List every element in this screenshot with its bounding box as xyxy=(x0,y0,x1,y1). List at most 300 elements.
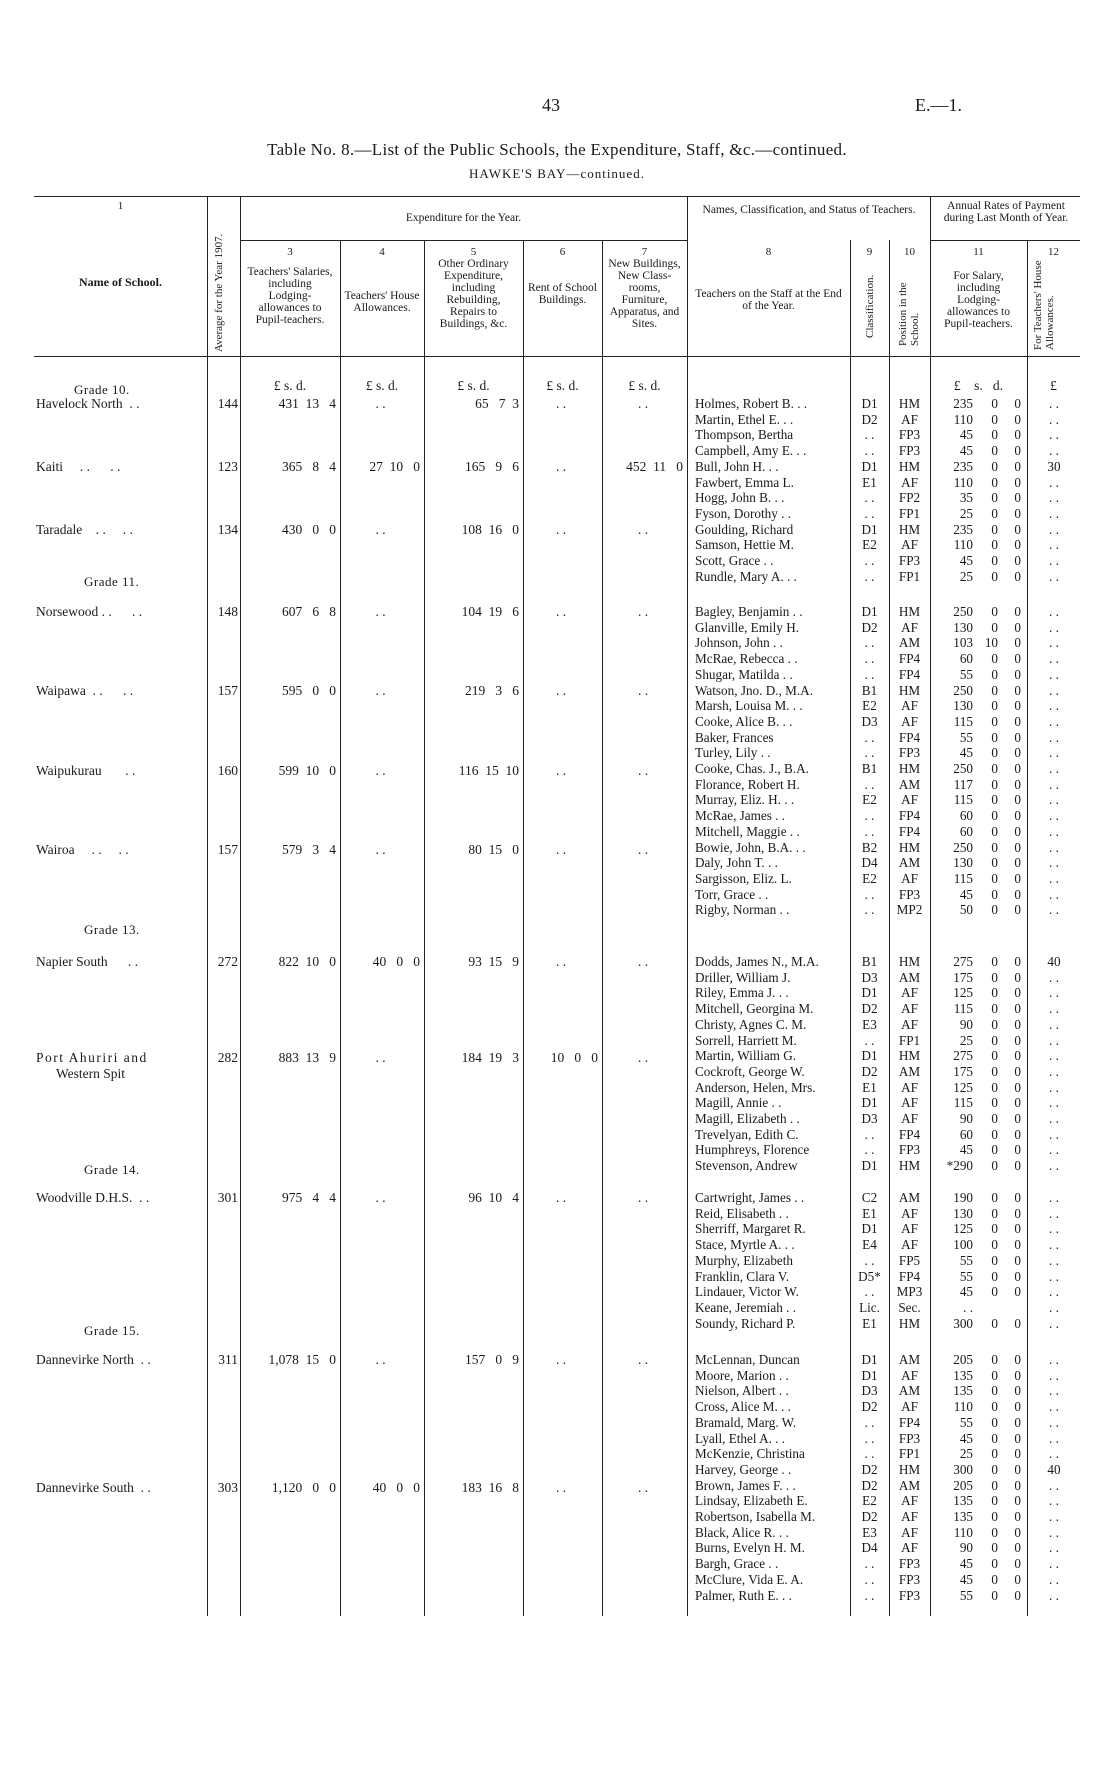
teacher-salary-shillings: 0 xyxy=(991,682,998,698)
teacher-classification: D2 xyxy=(861,619,878,635)
teacher-salary-pence: 0 xyxy=(1014,1158,1021,1174)
teacher-house-allowance: . . xyxy=(1049,713,1059,729)
teacher-row xyxy=(0,777,1114,793)
school-house-allowance: 40 0 0 xyxy=(372,1480,420,1495)
teacher-salary-pence: 0 xyxy=(1014,1587,1021,1603)
school-average: 272 xyxy=(217,954,238,969)
teacher-salary-shillings: 0 xyxy=(991,490,998,506)
teacher-salary-pence: 0 xyxy=(1014,1111,1021,1126)
teacher-salary-pounds: 55 xyxy=(959,1268,973,1284)
teacher-salary-shillings: 0 xyxy=(991,1063,998,1079)
teacher-name: Goulding, Richard xyxy=(695,521,794,537)
teacher-position: AF xyxy=(901,411,918,427)
school-new-buildings: . . xyxy=(637,954,649,969)
teacher-house-allowance: . . xyxy=(1049,1367,1059,1383)
teacher-house-allowance: . . xyxy=(1049,568,1059,584)
teacher-salary-shillings: 0 xyxy=(991,1001,998,1017)
teacher-position: FP3 xyxy=(898,553,921,568)
teacher-salary-pounds: 110 xyxy=(953,411,973,427)
teacher-salary-pence: 0 xyxy=(1014,443,1021,459)
teacher-row xyxy=(0,970,1114,986)
teacher-salary-shillings: 0 xyxy=(991,1111,998,1126)
teacher-salary-pence: 0 xyxy=(1014,1063,1021,1079)
school-rent: . . xyxy=(555,1352,567,1367)
teacher-salary-pence: 0 xyxy=(1014,713,1021,729)
teacher-row xyxy=(0,985,1114,1001)
teacher-salary-pounds: 60 xyxy=(959,1126,973,1142)
teacher-name: Mitchell, Maggie . . xyxy=(695,823,800,839)
school-name: Norsewood . . . . xyxy=(36,604,143,619)
teacher-position: AF xyxy=(901,474,918,490)
teacher-house-allowance: . . xyxy=(1049,1048,1059,1064)
col3-number: 3 xyxy=(287,246,293,258)
teacher-position: FP4 xyxy=(898,651,921,667)
teacher-position: FP4 xyxy=(898,1126,921,1142)
teacher-salary-pence: 0 xyxy=(1014,666,1021,682)
teacher-classification: . . xyxy=(864,808,875,824)
teacher-salary-pence: 0 xyxy=(1014,1126,1021,1142)
teacher-name: Christy, Agnes C. M. xyxy=(695,1016,807,1032)
school-house-allowance: 40 0 0 xyxy=(372,954,420,969)
teacher-classification: . . xyxy=(864,490,875,506)
rates-group-header: Annual Rates of Payment during Last Month of Year. xyxy=(943,200,1069,224)
school-average: 303 xyxy=(217,1480,238,1495)
teacher-classification: . . xyxy=(864,651,875,667)
teacher-house-allowance: . . xyxy=(1049,1399,1059,1415)
teacher-salary-shillings: 0 xyxy=(991,1126,998,1142)
teacher-row xyxy=(0,1142,1114,1158)
teacher-salary-shillings: 0 xyxy=(991,745,998,761)
teacher-salary-pounds: 205 xyxy=(953,1477,973,1493)
school-new-buildings: . . xyxy=(637,1190,649,1205)
teacher-position: AM xyxy=(898,1063,921,1079)
school-name: Woodville D.H.S. . . xyxy=(36,1190,150,1205)
teacher-salary-shillings: 0 xyxy=(991,1587,998,1603)
teacher-house-allowance: . . xyxy=(1049,698,1059,714)
teacher-salary-shillings: 0 xyxy=(991,1252,998,1268)
school-name: Taradale . . . . xyxy=(36,522,133,537)
teacher-position: AF xyxy=(901,537,918,553)
teacher-house-allowance: . . xyxy=(1049,443,1059,459)
teacher-name: Glanville, Emily H. xyxy=(695,619,800,635)
teacher-salary-pounds: 60 xyxy=(959,823,973,839)
teacher-row xyxy=(0,1300,1114,1316)
teacher-salary-shillings: 0 xyxy=(991,713,998,729)
teacher-salary-pounds: 45 xyxy=(959,427,973,443)
teacher-classification: . . xyxy=(864,902,875,918)
teacher-row xyxy=(0,1399,1114,1415)
teacher-name: Black, Alice R. . . xyxy=(695,1524,789,1540)
teacher-classification: . . xyxy=(864,1430,875,1446)
page-reference: E.—1. xyxy=(915,95,962,115)
teacher-salary-pounds: 115 xyxy=(953,713,973,729)
teacher-salary-pounds: 45 xyxy=(959,886,973,902)
teacher-classification: E3 xyxy=(862,1524,877,1540)
teacher-salary-pence: 0 xyxy=(1014,839,1021,855)
teacher-salary-pence: 0 xyxy=(1014,1205,1021,1221)
teacher-salary-pounds: 60 xyxy=(959,808,973,824)
col12-header: For Teachers' House Allowances. xyxy=(1032,260,1056,350)
teacher-house-allowance: . . xyxy=(1049,1205,1059,1221)
school-average: 160 xyxy=(217,763,238,778)
teacher-position: FP1 xyxy=(898,568,921,584)
teacher-house-allowance: . . xyxy=(1049,1477,1059,1493)
teacher-salary-shillings: 0 xyxy=(991,427,998,443)
teacher-name: Burns, Evelyn H. M. xyxy=(695,1540,805,1556)
teacher-house-allowance: . . xyxy=(1049,985,1059,1001)
teacher-salary-pence: 0 xyxy=(1014,521,1021,537)
currency-c12: £ xyxy=(1050,378,1057,393)
teacher-position: FP1 xyxy=(898,505,921,521)
school-average: 157 xyxy=(217,683,238,698)
teacher-name: Holmes, Robert B. . . xyxy=(695,396,808,411)
teacher-classification: D2 xyxy=(861,411,878,427)
teacher-salary-shillings: 0 xyxy=(991,870,998,886)
header-bottom-rule xyxy=(34,356,1080,357)
teacher-salary-shillings: 0 xyxy=(991,568,998,584)
school-rent: . . xyxy=(555,604,567,619)
teacher-salary-pence: 0 xyxy=(1014,1268,1021,1284)
teacher-salary-pence: 0 xyxy=(1014,954,1021,969)
currency-c4: £ s. d. xyxy=(365,378,399,393)
col7-number: 7 xyxy=(641,246,648,258)
teacher-salary-shillings: 0 xyxy=(991,1540,998,1556)
teacher-position: FP1 xyxy=(898,1446,921,1462)
teacher-row xyxy=(0,635,1114,651)
teacher-classification: Lic. xyxy=(859,1299,880,1315)
teacher-salary-pence: 0 xyxy=(1014,969,1021,985)
teacher-salary-pounds: . . xyxy=(963,1299,973,1315)
teacher-position: AF xyxy=(901,1237,918,1253)
teacher-house-allowance: . . xyxy=(1049,886,1059,902)
teacher-name: Fyson, Dorothy . . xyxy=(695,505,791,521)
teacher-row xyxy=(0,553,1114,569)
teacher-salary-pounds: 275 xyxy=(953,1048,973,1064)
teacher-salary-pounds: 110 xyxy=(953,474,973,490)
teacher-salary-pence: 0 xyxy=(1014,1237,1021,1253)
teacher-classification: D2 xyxy=(861,1001,878,1017)
teacher-classification: D3 xyxy=(861,1111,878,1126)
school-salaries: 431 13 4 xyxy=(278,396,336,411)
teacher-row xyxy=(0,887,1114,903)
school-salaries: 883 13 9 xyxy=(278,1050,336,1065)
teacher-classification: B1 xyxy=(861,682,878,698)
teacher-salary-pence: 0 xyxy=(1014,1079,1021,1095)
teacher-row xyxy=(0,522,1114,538)
school-name: Waipawa . . . . xyxy=(36,683,134,698)
teacher-salary-shillings: 0 xyxy=(991,1095,998,1111)
teacher-house-allowance: . . xyxy=(1049,1111,1059,1126)
teacher-name: Rigby, Norman . . xyxy=(695,902,790,918)
teacher-salary-pence: 0 xyxy=(1014,619,1021,635)
school-name: Havelock North . . xyxy=(36,396,140,411)
teacher-salary-shillings: 0 xyxy=(991,505,998,521)
teacher-classification: D1 xyxy=(861,1367,878,1383)
teacher-salary-pounds: *290 xyxy=(946,1158,973,1174)
teacher-salary-pounds: 175 xyxy=(953,1063,973,1079)
teacher-house-allowance: . . xyxy=(1049,808,1059,824)
teacher-salary-pounds: 35 xyxy=(959,490,973,506)
teacher-salary-pounds: 125 xyxy=(953,1079,973,1095)
teacher-row xyxy=(0,745,1114,761)
teacher-name: Magill, Elizabeth . . xyxy=(695,1111,800,1126)
expenditure-group-header: Expenditure for the Year. xyxy=(405,212,522,224)
teacher-salary-pence: 0 xyxy=(1014,1540,1021,1556)
teacher-salary-pounds: 250 xyxy=(953,839,973,855)
teacher-house-allowance: . . xyxy=(1049,1095,1059,1111)
teacher-house-allowance: 40 xyxy=(1047,954,1061,969)
teacher-salary-shillings: 0 xyxy=(991,1509,998,1524)
col12-number: 12 xyxy=(1048,246,1059,258)
teacher-row xyxy=(0,1525,1114,1541)
teacher-house-allowance: 30 xyxy=(1047,458,1061,474)
school-rent: . . xyxy=(555,763,567,778)
school-other-expenditure: 184 19 3 xyxy=(461,1050,519,1065)
teacher-salary-shillings: 0 xyxy=(991,969,998,985)
teacher-classification: E2 xyxy=(862,1493,877,1509)
school-rent: . . xyxy=(555,954,567,969)
teacher-classification: D2 xyxy=(861,1461,878,1477)
school-salaries: 579 3 4 xyxy=(282,842,336,857)
teacher-row xyxy=(0,1269,1114,1285)
teacher-position: AF xyxy=(901,870,918,886)
teacher-salary-shillings: 0 xyxy=(991,396,998,411)
teacher-salary-pence: 0 xyxy=(1014,537,1021,553)
teacher-salary-pounds: 115 xyxy=(953,870,973,886)
col11-number: 11 xyxy=(973,246,984,258)
school-other-expenditure: 108 16 0 xyxy=(461,522,519,537)
teacher-position: FP3 xyxy=(898,886,921,902)
teacher-position: HM xyxy=(898,458,921,474)
teacher-salary-pence: 0 xyxy=(1014,1016,1021,1032)
teacher-position: AF xyxy=(901,1367,918,1383)
col10-header: Position in the School. xyxy=(897,282,921,346)
teacher-salary-pounds: 90 xyxy=(959,1111,973,1126)
teacher-salary-shillings: 0 xyxy=(991,1158,998,1174)
teacher-salary-shillings: 0 xyxy=(991,1016,998,1032)
teacher-house-allowance: . . xyxy=(1049,537,1059,553)
teacher-salary-pence: 0 xyxy=(1014,1556,1021,1572)
teacher-name: Reid, Elisabeth . . xyxy=(695,1205,789,1221)
teacher-salary-shillings: 0 xyxy=(991,886,998,902)
teacher-classification: . . xyxy=(864,776,875,792)
teacher-classification: D2 xyxy=(861,1063,878,1079)
teacher-row xyxy=(0,1080,1114,1096)
teacher-classification: B1 xyxy=(861,761,878,776)
teacher-salary-pence: 0 xyxy=(1014,1284,1021,1300)
teacher-classification: E2 xyxy=(862,537,877,553)
teacher-salary-pence: 0 xyxy=(1014,474,1021,490)
teacher-salary-pence: 0 xyxy=(1014,396,1021,411)
teacher-classification: D1 xyxy=(861,1158,878,1174)
teacher-salary-shillings: 0 xyxy=(991,1315,998,1331)
teacher-salary-pence: 0 xyxy=(1014,1493,1021,1509)
teacher-row xyxy=(0,714,1114,730)
teacher-row xyxy=(0,620,1114,636)
teacher-classification: . . xyxy=(864,1556,875,1572)
teacher-salary-pounds: 235 xyxy=(953,521,973,537)
teacher-position: MP2 xyxy=(896,902,923,918)
teacher-classification: . . xyxy=(864,1414,875,1430)
teacher-classification: D1 xyxy=(861,1352,878,1367)
school-name: Kaiti . . . . xyxy=(36,459,121,474)
teacher-position: AF xyxy=(901,1540,918,1556)
teacher-row xyxy=(0,1478,1114,1494)
currency-c7: £ s. d. xyxy=(628,378,661,393)
teacher-salary-shillings: 0 xyxy=(991,1190,998,1205)
teacher-salary-pence: 0 xyxy=(1014,855,1021,871)
teacher-classification: . . xyxy=(864,823,875,839)
teacher-salary-pence: 0 xyxy=(1014,886,1021,902)
teacher-salary-pounds: 55 xyxy=(959,1252,973,1268)
teacher-salary-shillings: 0 xyxy=(991,1032,998,1048)
teacher-house-allowance: . . xyxy=(1049,776,1059,792)
teacher-name: Stevenson, Andrew xyxy=(695,1158,798,1174)
teacher-name: Bramald, Marg. W. xyxy=(695,1414,797,1430)
teacher-house-allowance: . . xyxy=(1049,635,1059,651)
teacher-position: FP4 xyxy=(898,823,921,839)
teacher-salary-pence: 0 xyxy=(1014,635,1021,651)
teacher-classification: E1 xyxy=(862,474,877,490)
col5-header: Other Ordinary Expenditure, including Rebuilding, Repairs to Buildings, &c. xyxy=(438,258,509,330)
teacher-position: MP3 xyxy=(896,1284,923,1300)
col8-number: 8 xyxy=(765,246,772,258)
teacher-name: Martin, William G. xyxy=(695,1048,797,1064)
school-other-expenditure: 116 15 10 xyxy=(458,763,519,778)
teacher-row xyxy=(0,1253,1114,1269)
school-average: 148 xyxy=(217,604,238,619)
teacher-name: Torr, Grace . . xyxy=(695,886,769,902)
teacher-salary-pounds: 300 xyxy=(953,1461,973,1477)
teacher-name: Sargisson, Eliz. L. xyxy=(695,870,792,886)
teacher-salary-pence: 0 xyxy=(1014,427,1021,443)
teacher-house-allowance: . . xyxy=(1049,1383,1059,1399)
teacher-position: HM xyxy=(898,604,921,619)
teacher-salary-shillings: 0 xyxy=(991,1461,998,1477)
teacher-salary-pence: 0 xyxy=(1014,651,1021,667)
teacher-position: AF xyxy=(901,1221,918,1237)
teacher-salary-shillings: 0 xyxy=(991,954,998,969)
teacher-row xyxy=(0,537,1114,553)
teacher-name: Anderson, Helen, Mrs. xyxy=(695,1079,816,1095)
teacher-classification: D1 xyxy=(861,521,878,537)
school-salaries: 1,078 15 0 xyxy=(268,1352,336,1367)
teacher-row xyxy=(0,490,1114,506)
teacher-name: Thompson, Bertha xyxy=(695,427,794,443)
school-house-allowance: . . xyxy=(375,683,386,698)
teacher-name: Cross, Alice M. . . xyxy=(695,1399,791,1415)
teacher-salary-shillings: 0 xyxy=(991,1477,998,1493)
teacher-salary-pence: 0 xyxy=(1014,1142,1021,1158)
teacher-position: AM xyxy=(898,1190,921,1205)
teacher-row xyxy=(0,1462,1114,1478)
teacher-name: Cockroft, George W. xyxy=(695,1063,805,1079)
teacher-position: AM xyxy=(898,1383,921,1399)
teacher-classification: D4 xyxy=(861,1540,878,1556)
teacher-salary-shillings: 0 xyxy=(991,1367,998,1383)
teacher-salary-shillings: 0 xyxy=(991,604,998,619)
teacher-row xyxy=(0,427,1114,443)
teacher-name: Franklin, Clara V. xyxy=(695,1268,790,1284)
teacher-row xyxy=(0,1111,1114,1127)
teacher-position: AF xyxy=(901,792,918,808)
teacher-position: AM xyxy=(898,1352,921,1367)
teacher-house-allowance: . . xyxy=(1049,792,1059,808)
teacher-name: Riley, Emma J. . . xyxy=(695,985,789,1001)
school-new-buildings: . . xyxy=(637,396,649,411)
school-name: Dannevirke North . . xyxy=(36,1352,151,1367)
teacher-position: HM xyxy=(898,839,921,855)
teacher-position: AM xyxy=(898,776,921,792)
teacher-house-allowance: . . xyxy=(1049,666,1059,682)
teacher-salary-shillings: 0 xyxy=(991,1524,998,1540)
teacher-classification: . . xyxy=(864,635,875,651)
teacher-row xyxy=(0,1316,1114,1332)
teacher-salary-shillings: 0 xyxy=(991,1446,998,1462)
teacher-salary-pounds: 50 xyxy=(959,902,973,918)
school-house-allowance: . . xyxy=(375,396,386,411)
teacher-position: AF xyxy=(901,1079,918,1095)
teacher-row xyxy=(0,1017,1114,1033)
teacher-row xyxy=(0,1033,1114,1049)
school-new-buildings: . . xyxy=(637,522,649,537)
school-house-allowance: . . xyxy=(375,604,386,619)
teacher-row xyxy=(0,954,1114,970)
teacher-position: AF xyxy=(901,619,918,635)
teacher-row xyxy=(0,1540,1114,1556)
teacher-name: Marsh, Louisa M. . . xyxy=(695,698,803,714)
teacher-position: FP4 xyxy=(898,1414,921,1430)
teacher-salary-pence: 0 xyxy=(1014,553,1021,568)
teacher-name: Soundy, Richard P. xyxy=(695,1315,796,1331)
teacher-salary-pounds: 55 xyxy=(959,1587,973,1603)
teacher-row xyxy=(0,1572,1114,1588)
teacher-salary-shillings: 0 xyxy=(991,1268,998,1284)
teacher-salary-shillings: 0 xyxy=(991,985,998,1001)
teacher-name: Shugar, Matilda . . xyxy=(695,666,793,682)
teacher-salary-shillings: 0 xyxy=(991,1237,998,1253)
school-new-buildings: . . xyxy=(637,1480,649,1495)
teacher-salary-pounds: 110 xyxy=(953,537,973,553)
teacher-row xyxy=(0,1431,1114,1447)
teacher-salary-pounds: 90 xyxy=(959,1016,973,1032)
school-rent: . . xyxy=(555,522,567,537)
school-other-expenditure: 219 3 6 xyxy=(465,683,519,698)
teacher-salary-pence: 0 xyxy=(1014,823,1021,839)
currency-c6: £ s. d. xyxy=(546,378,579,393)
teacher-salary-pence: 0 xyxy=(1014,1430,1021,1446)
teacher-salary-shillings: 0 xyxy=(991,1221,998,1237)
teacher-position: AF xyxy=(901,1095,918,1111)
teacher-row xyxy=(0,1588,1114,1604)
teacher-classification: D2 xyxy=(861,1399,878,1415)
teacher-row xyxy=(0,1284,1114,1300)
teacher-name: Trevelyan, Edith C. xyxy=(695,1126,799,1142)
teacher-house-allowance: . . xyxy=(1049,396,1059,411)
col4-header: Teachers' House Allowances. xyxy=(344,290,420,314)
teacher-position: HM xyxy=(898,1158,921,1174)
teacher-salary-pence: 0 xyxy=(1014,1001,1021,1017)
teacher-classification: . . xyxy=(864,1252,875,1268)
teacher-salary-pounds: 45 xyxy=(959,1556,973,1572)
teacher-name: Robertson, Isabella M. xyxy=(695,1509,816,1524)
teacher-name: Cooke, Chas. J., B.A. xyxy=(695,761,809,776)
teacher-salary-shillings: 0 xyxy=(991,1142,998,1158)
teacher-house-allowance: . . xyxy=(1049,1414,1059,1430)
teacher-name: Lyall, Ethel A. . . xyxy=(695,1430,786,1446)
school-salaries: 430 0 0 xyxy=(282,522,336,537)
teacher-row xyxy=(0,730,1114,746)
